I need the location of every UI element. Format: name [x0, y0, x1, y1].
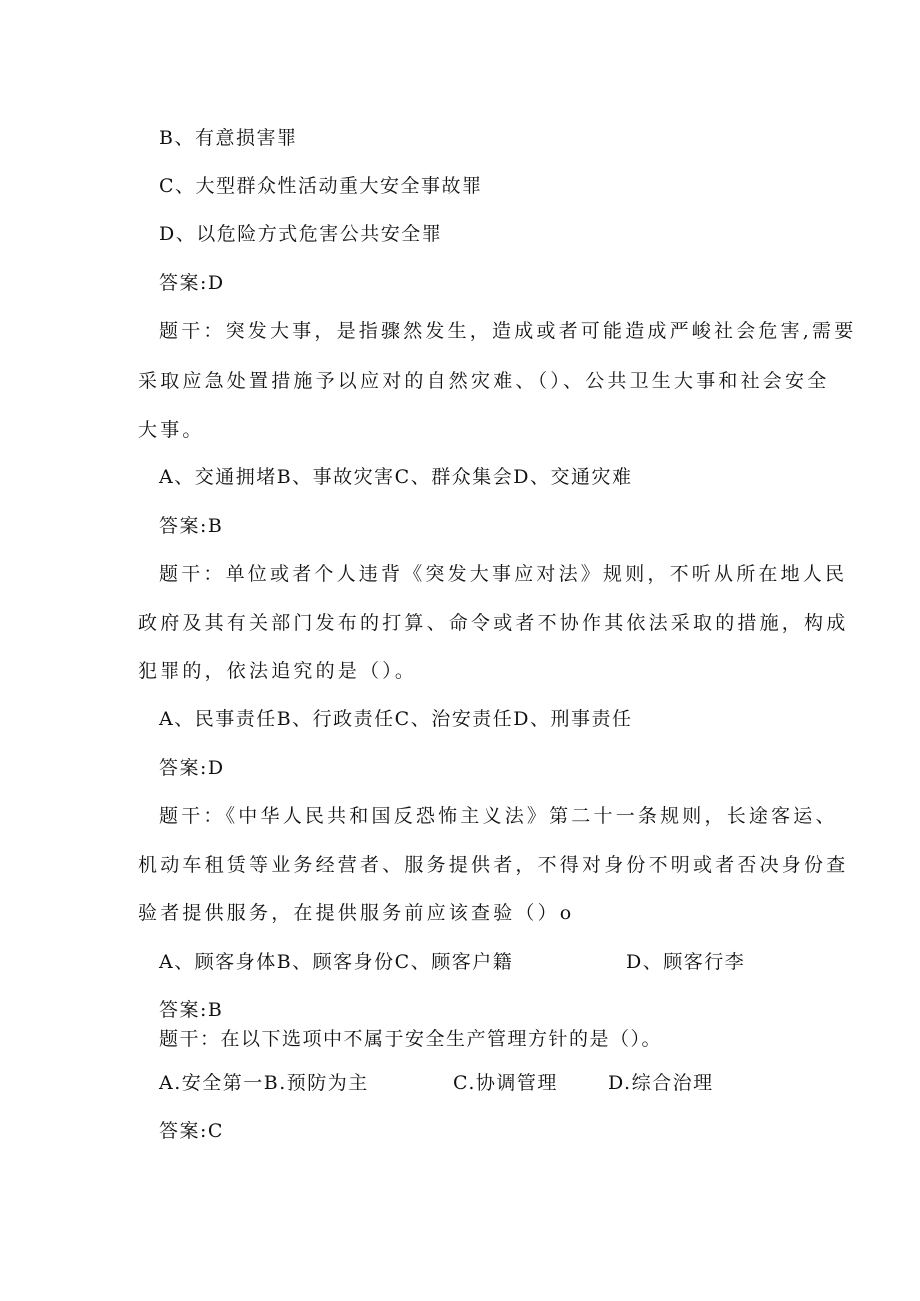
- q2-answer: 答案:D: [159, 757, 225, 779]
- q3-answer: 答案:B: [159, 999, 224, 1021]
- q1-answer: 答案:B: [159, 515, 224, 537]
- q2-options: A、民事责任B、行政责任C、治安责任D、刑事责任: [159, 708, 633, 730]
- q4-stem: 题干：在以下选项中不属于安全生产管理方针的是（）。: [159, 1028, 663, 1050]
- q2-stem-line-3: 犯罪的，依法追究的是（）。: [138, 660, 418, 682]
- q1-stem-line-2: 采取应急处置措施予以应对的自然灾难、（）、公共卫生大事和社会安全: [138, 370, 830, 392]
- q2-stem-line-1: 题干：单位或者个人违背《突发大事应对法》规则，不听从所在地人民: [159, 563, 848, 585]
- q4-answer: 答案:C: [159, 1120, 224, 1142]
- q1-options: A、交通拥堵B、事故灾害C、群众集会D、交通灾难: [159, 466, 633, 488]
- q2-stem-line-2: 政府及其有关部门发布的打算、命令或者不协作其依法采取的措施，构成: [138, 612, 849, 634]
- q3-option-d: D、顾客行李: [626, 951, 746, 973]
- q4-option-c: C.协调管理: [453, 1072, 558, 1094]
- q1-stem-line-3: 大事。: [138, 419, 205, 441]
- q4-option-d: D.综合治理: [608, 1072, 714, 1094]
- q0-option-b: B、有意损害罪: [159, 127, 298, 149]
- q3-options-abc: A、顾客身体B、顾客身份C、顾客户籍: [159, 951, 514, 973]
- q0-answer: 答案:D: [159, 272, 225, 294]
- q3-stem-line-2: 机动车租赁等业务经营者、服务提供者，不得对身份不明或者否决身份查: [138, 854, 849, 876]
- q4-options-ab: A.安全第一B.预防为主: [159, 1072, 369, 1094]
- q3-stem-line-3: 验者提供服务，在提供服务前应该查验（）o: [138, 902, 575, 924]
- q3-stem-line-1: 题干：《中华人民共和国反恐怖主义法》第二十一条规则，长途客运、: [159, 805, 838, 827]
- q1-stem-line-1: 题干：突发大事，是指骤然发生，造成或者可能造成严峻社会危害,需要: [159, 320, 857, 342]
- q0-option-c: C、大型群众性活动重大安全事故罪: [159, 175, 483, 197]
- q0-option-d: D、以危险方式危害公共安全罪: [159, 223, 443, 245]
